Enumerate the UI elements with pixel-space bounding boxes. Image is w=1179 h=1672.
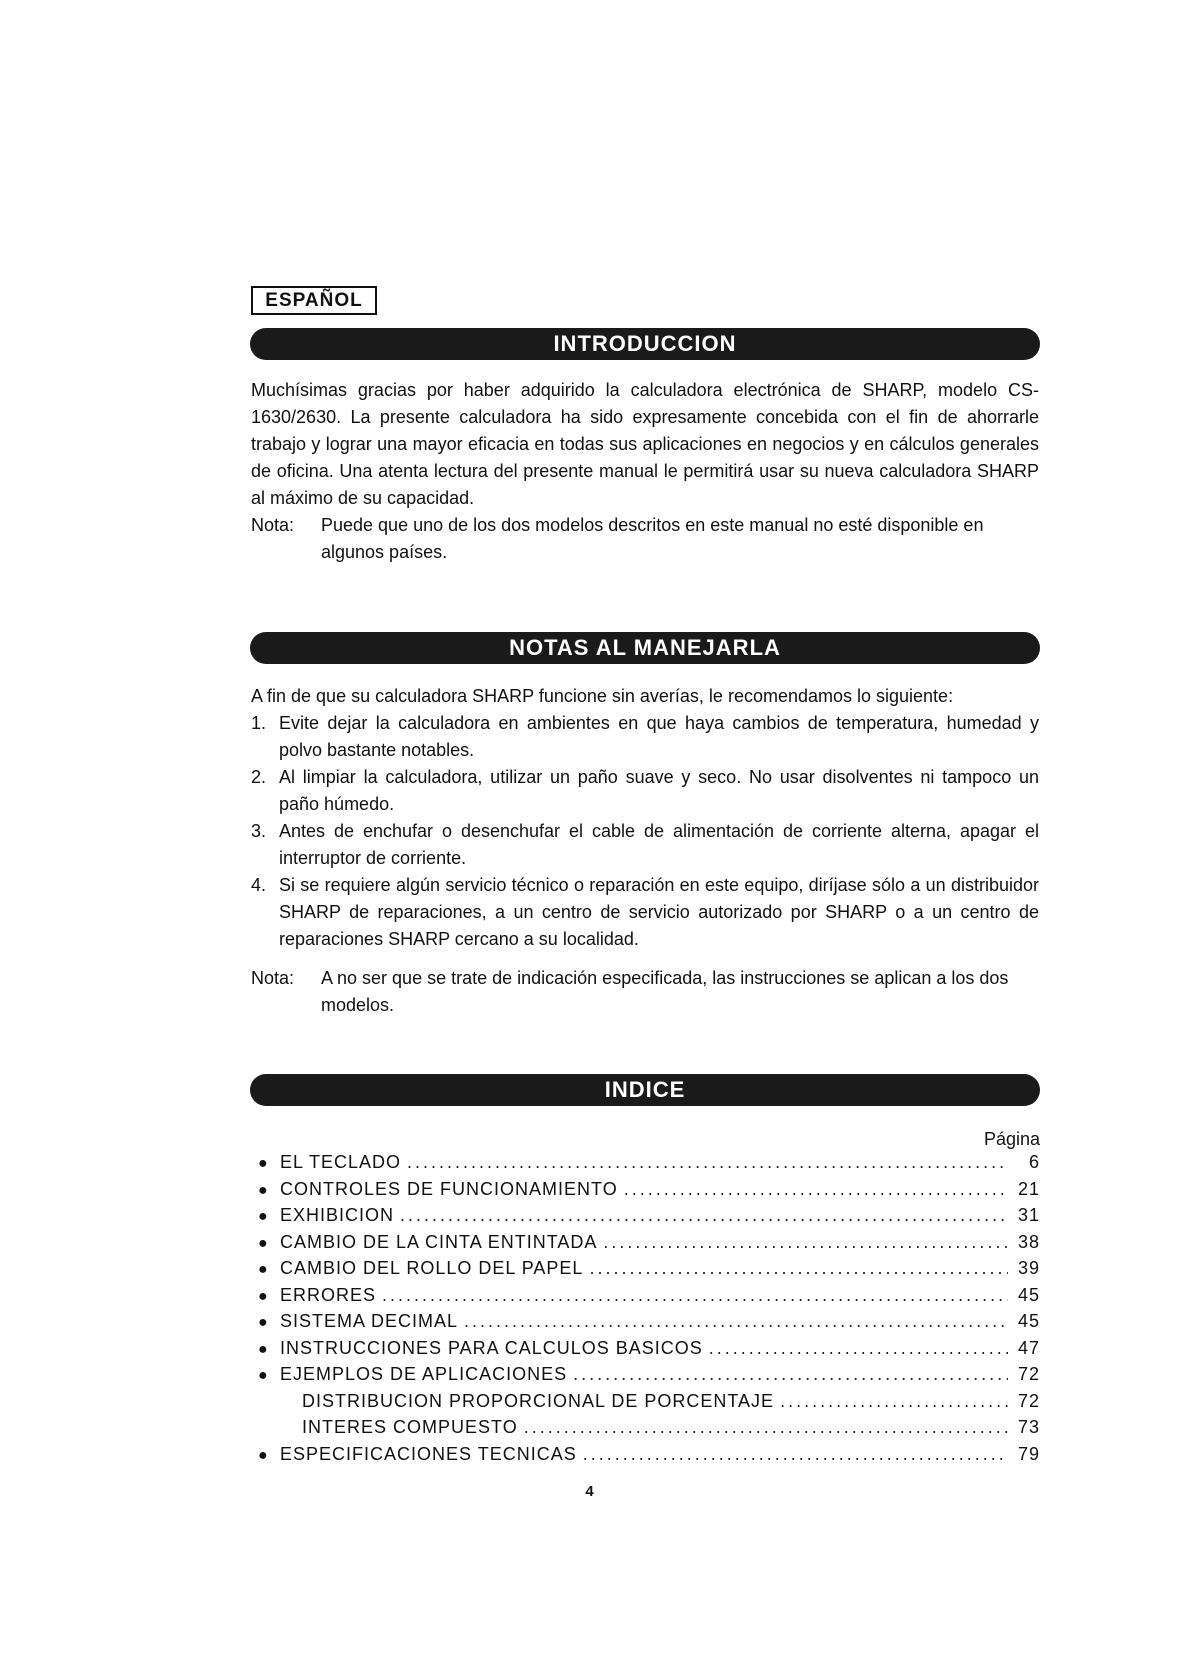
page-number: 4 bbox=[585, 1483, 594, 1500]
toc-entry-label: EXHIBICION bbox=[280, 1205, 395, 1225]
toc-entry-label: DISTRIBUCION PROPORCIONAL DE PORCENTAJE bbox=[302, 1390, 775, 1411]
toc-entry bbox=[258, 1285, 1040, 1312]
language-label: ESPAÑOL bbox=[251, 286, 377, 315]
dot-leader bbox=[780, 1391, 1008, 1412]
list-item-number: 2. bbox=[251, 767, 267, 787]
toc-entry-page: 45 bbox=[1017, 1311, 1040, 1331]
bullet-icon: ● bbox=[258, 1234, 269, 1252]
dot-leader bbox=[407, 1152, 1008, 1173]
intro-note-text: Puede que uno de los dos modelos descritos en este manual no esté disponible en algunos países. bbox=[321, 515, 984, 562]
toc-entry-page: 21 bbox=[1017, 1178, 1040, 1199]
indice-heading: INDICE bbox=[593, 1077, 698, 1103]
notas-section bbox=[251, 683, 1039, 1019]
toc-entry-label: SISTEMA DECIMAL bbox=[280, 1311, 459, 1331]
dot-leader bbox=[464, 1311, 1008, 1332]
toc-subentry bbox=[258, 1391, 1040, 1418]
list-item-text: Si se requiere algún servicio técnico o reparación en este equipo, diríjase sólo a un distribuidor SHARP de reparaciones, a un centro de servicio autorizado por SHARP o a un centro de reparaciones SHARP cercano a su localidad. bbox=[279, 875, 1039, 949]
list-item-text: Al limpiar la calculadora, utilizar un paño suave y seco. No usar disolventes ni tampoco un paño húmedo. bbox=[279, 767, 1039, 814]
dot-leader bbox=[400, 1205, 1008, 1226]
list-item-text: Evite dejar la calculadora en ambientes en que haya cambios de temperatura, humedad y polvo bastante notables. bbox=[279, 713, 1039, 760]
toc-entry-page: 73 bbox=[1017, 1417, 1040, 1437]
dot-leader bbox=[624, 1179, 1008, 1200]
toc-subentry bbox=[258, 1417, 1040, 1444]
toc-entry-page: 79 bbox=[1017, 1443, 1040, 1464]
intro-note bbox=[251, 512, 1039, 566]
toc-entry-label: INTERES COMPUESTO bbox=[302, 1417, 518, 1437]
bullet-icon: ● bbox=[258, 1181, 269, 1199]
intro-paragraph: Muchísimas gracias por haber adquirido la calculadora electrónica de SHARP, modelo CS-1630/2630. La presente calculadora ha sido expresamente concebida con el fin de ahorrarle trabajo y lograr una mayor eficacia en todas sus aplicaciones en negocios y en cálculos generales de oficina. Una atenta lectura del presente manual le permitirá usar su nueva calculadora SHARP al máximo de su capacidad. bbox=[251, 380, 1039, 508]
intro-heading: INTRODUCCION bbox=[541, 331, 748, 357]
toc-entry-page: 72 bbox=[1017, 1390, 1040, 1411]
notas-heading-bar bbox=[250, 632, 1040, 664]
dot-leader bbox=[709, 1338, 1008, 1359]
notas-note-label: Nota: bbox=[251, 968, 295, 988]
list-item bbox=[251, 818, 1039, 872]
toc-entry-label: ERRORES bbox=[280, 1284, 377, 1305]
intro-section bbox=[251, 377, 1039, 566]
bullet-icon: ● bbox=[258, 1287, 269, 1305]
toc-entry-label: ESPECIFICACIONES TECNICAS bbox=[280, 1443, 577, 1464]
dot-leader bbox=[583, 1444, 1008, 1465]
notas-list bbox=[251, 710, 1039, 953]
list-item-text: Antes de enchufar o desenchufar el cable de alimentación de corriente alterna, apagar el interruptor de corriente. bbox=[279, 821, 1039, 868]
dot-leader bbox=[382, 1285, 1008, 1306]
toc-entry-label: EL TECLADO bbox=[280, 1152, 402, 1172]
bullet-icon: ● bbox=[258, 1261, 269, 1278]
toc-entry bbox=[258, 1205, 1040, 1232]
dot-leader bbox=[524, 1417, 1008, 1438]
list-item bbox=[251, 872, 1039, 953]
toc-entry-label: CONTROLES DE FUNCIONAMIENTO bbox=[280, 1178, 618, 1199]
bullet-icon: ● bbox=[258, 1446, 269, 1464]
dot-leader bbox=[589, 1258, 1008, 1279]
toc-entry-label: EJEMPLOS DE APLICACIONES bbox=[280, 1364, 568, 1384]
toc-entry bbox=[258, 1444, 1040, 1471]
list-item-number: 3. bbox=[251, 821, 267, 841]
bullet-icon: ● bbox=[258, 1367, 269, 1384]
bullet-icon: ● bbox=[258, 1340, 269, 1358]
toc-entry-label: CAMBIO DE LA CINTA ENTINTADA bbox=[280, 1231, 598, 1252]
notas-note-text: A no ser que se trate de indicación especificada, las instrucciones se aplican a los dos modelos. bbox=[321, 968, 1009, 1015]
toc-entry bbox=[258, 1152, 1040, 1179]
list-item-number: 1. bbox=[251, 713, 267, 733]
intro-note-label: Nota: bbox=[251, 515, 295, 535]
table-of-contents bbox=[258, 1126, 1040, 1470]
bullet-icon: ● bbox=[258, 1208, 269, 1225]
bullet-icon: ● bbox=[258, 1155, 269, 1172]
toc-entry-page: 38 bbox=[1017, 1231, 1040, 1252]
notas-lead: A fin de que su calculadora SHARP funcione sin averías, le recomendamos lo siguiente: bbox=[251, 686, 954, 706]
toc-entry bbox=[258, 1338, 1040, 1365]
intro-heading-bar bbox=[250, 328, 1040, 360]
toc-entry bbox=[258, 1232, 1040, 1259]
list-item bbox=[251, 764, 1039, 818]
bullet-icon: ● bbox=[258, 1314, 269, 1331]
notas-heading: NOTAS AL MANEJARLA bbox=[497, 635, 793, 661]
toc-entry bbox=[258, 1179, 1040, 1206]
toc-entry-page: 45 bbox=[1017, 1284, 1040, 1305]
toc-entry-label: CAMBIO DEL ROLLO DEL PAPEL bbox=[280, 1258, 584, 1278]
notas-note bbox=[251, 965, 1039, 1019]
indice-heading-bar bbox=[250, 1074, 1040, 1106]
toc-entry-page: 6 bbox=[1028, 1152, 1040, 1172]
toc-entry bbox=[258, 1258, 1040, 1285]
toc-entry-page: 39 bbox=[1017, 1258, 1040, 1278]
toc-entry-page: 47 bbox=[1017, 1337, 1040, 1358]
toc-entry-label: INSTRUCCIONES PARA CALCULOS BASICOS bbox=[280, 1337, 703, 1358]
toc-entry-page: 31 bbox=[1017, 1205, 1040, 1225]
toc-entry bbox=[258, 1311, 1040, 1338]
list-item-number: 4. bbox=[251, 875, 267, 895]
toc-entry-page: 72 bbox=[1017, 1364, 1040, 1384]
dot-leader bbox=[603, 1232, 1008, 1253]
toc-entry bbox=[258, 1364, 1040, 1391]
list-item bbox=[251, 710, 1039, 764]
toc-page-header: Página bbox=[983, 1129, 1040, 1149]
dot-leader bbox=[573, 1364, 1008, 1385]
